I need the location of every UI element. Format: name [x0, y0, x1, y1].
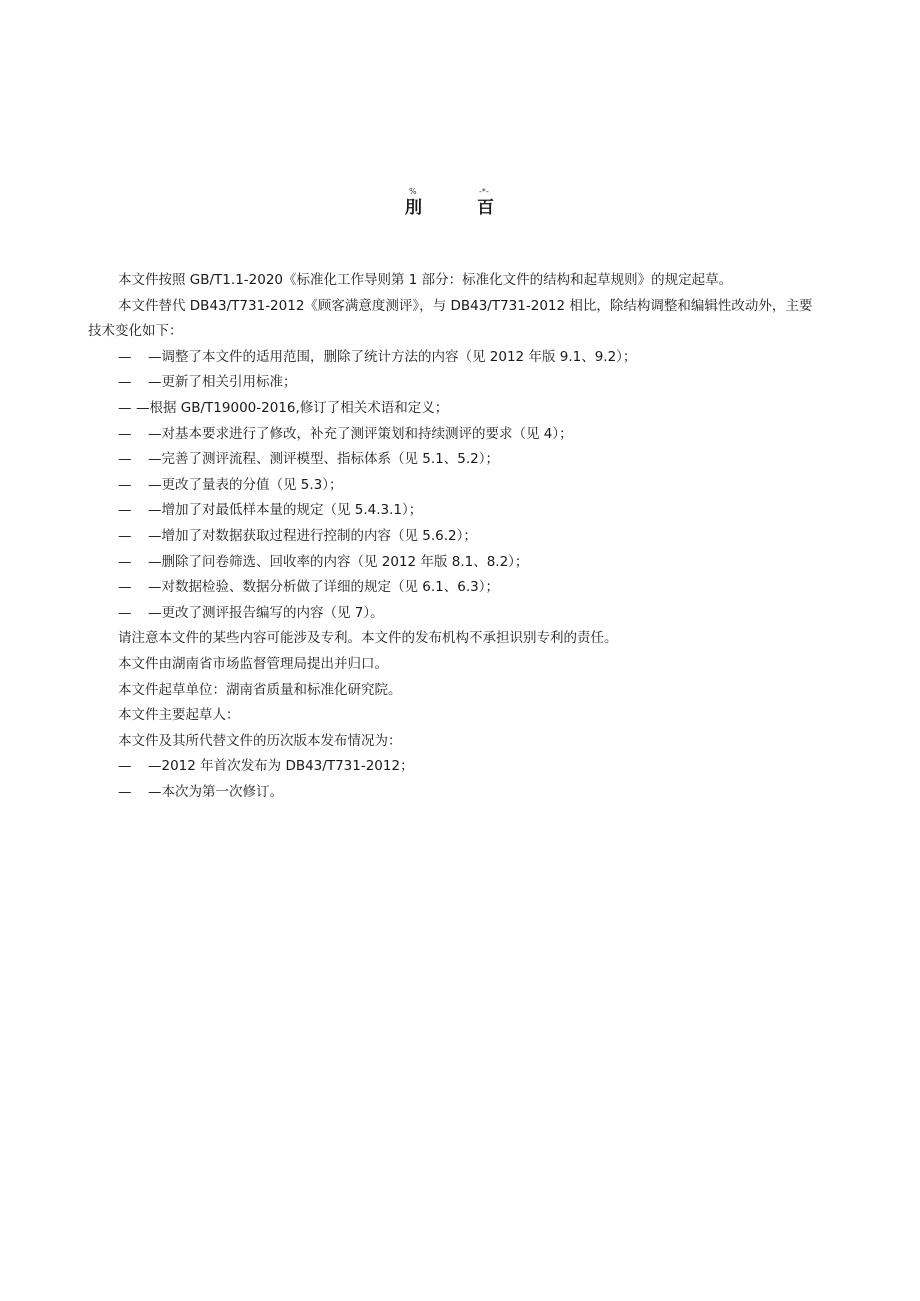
change-item-text: —更新了相关引用标准；: [148, 374, 297, 391]
change-item: [88, 601, 818, 627]
change-item-text: —调整了本文件的适用范围，删除了统计方法的内容（见 2012 年版 9.1、9.2）；: [148, 348, 637, 365]
change-item: [88, 422, 818, 448]
change-item-text: —对数据检验、数据分析做了详细的规定（见 6.1、6.3）；: [148, 579, 499, 596]
foreword-body: [88, 268, 818, 805]
list-dash: —: [118, 374, 132, 391]
foreword-heading: [405, 187, 497, 226]
history-item: [88, 754, 818, 780]
change-item: [88, 498, 818, 524]
list-dash: —: [118, 604, 132, 621]
change-item: [88, 370, 818, 396]
drafters-note: 本文件主要起草人：: [118, 707, 240, 724]
change-item: [88, 473, 818, 499]
change-item: [88, 550, 818, 576]
change-item-text: —更改了量表的分值（见 5.3）；: [148, 476, 343, 493]
list-dash: —: [118, 476, 132, 493]
change-item-text: —根据 GB/T19000-2016,修订了相关术语和定义；: [136, 399, 449, 416]
history-item-text: —本次为第一次修订。: [148, 783, 283, 800]
list-dash: —: [118, 425, 132, 442]
list-dash: —: [118, 758, 132, 775]
change-item: [88, 396, 818, 422]
change-item-text: —增加了对最低样本量的规定（见 5.4.3.1）；: [148, 502, 423, 519]
list-dash: —: [118, 553, 132, 570]
proposer-note: 本文件由湖南省市场监督管理局提出并归口。: [118, 655, 388, 672]
change-item-text: —增加了对数据获取过程进行控制的内容（见 5.6.2）；: [148, 527, 477, 544]
version-history-note: 本文件及其所代替文件的历次版本发布情况为：: [118, 732, 402, 749]
change-item-text: —删除了问卷筛选、回收率的内容（见 2012 年版 8.1、8.2）；: [148, 553, 529, 570]
intro-paragraph-2: 本文件替代 DB43/T731-2012《顾客满意度测评》，与 DB43/T731-2012 相比，除结构调整和编辑性改动外，主要技术变化如下：: [88, 297, 813, 340]
intro-paragraph-1: 本文件按照 GB/T1.1-2020《标准化工作导则第 1 部分：标准化文件的结构和起草规则》的规定起草。: [118, 272, 733, 288]
heading-mark-2: -*-: [479, 187, 489, 196]
heading-mark-1: %: [409, 187, 417, 196]
history-item-text: —2012 年首次发布为 DB43/T731-2012；: [148, 758, 414, 775]
change-item: [88, 345, 818, 371]
patent-note: 请注意本文件的某些内容可能涉及专利。本文件的发布机构不承担识别专利的责任。: [118, 630, 618, 647]
list-dash: —: [118, 783, 132, 800]
list-dash: —: [118, 399, 132, 416]
list-dash: —: [118, 348, 132, 365]
change-item-text: —更改了测评报告编写的内容（见 7）。: [148, 604, 384, 621]
change-item: [88, 447, 818, 473]
drafting-unit-note: 本文件起草单位：湖南省质量和标准化研究院。: [118, 681, 402, 698]
change-item-text: —对基本要求进行了修改，补充了测评策划和持续测评的要求（见 4）；: [148, 425, 573, 442]
history-item: [88, 780, 818, 806]
list-dash: —: [118, 527, 132, 544]
change-item-text: —完善了测评流程、测评模型、指标体系（见 5.1、5.2）；: [148, 451, 499, 468]
change-item: [88, 575, 818, 601]
list-dash: —: [118, 502, 132, 519]
heading-char-1: 刖: [405, 198, 422, 218]
change-item: [88, 524, 818, 550]
list-dash: —: [118, 451, 132, 468]
heading-char-2: 百: [477, 198, 494, 218]
list-dash: —: [118, 579, 132, 596]
